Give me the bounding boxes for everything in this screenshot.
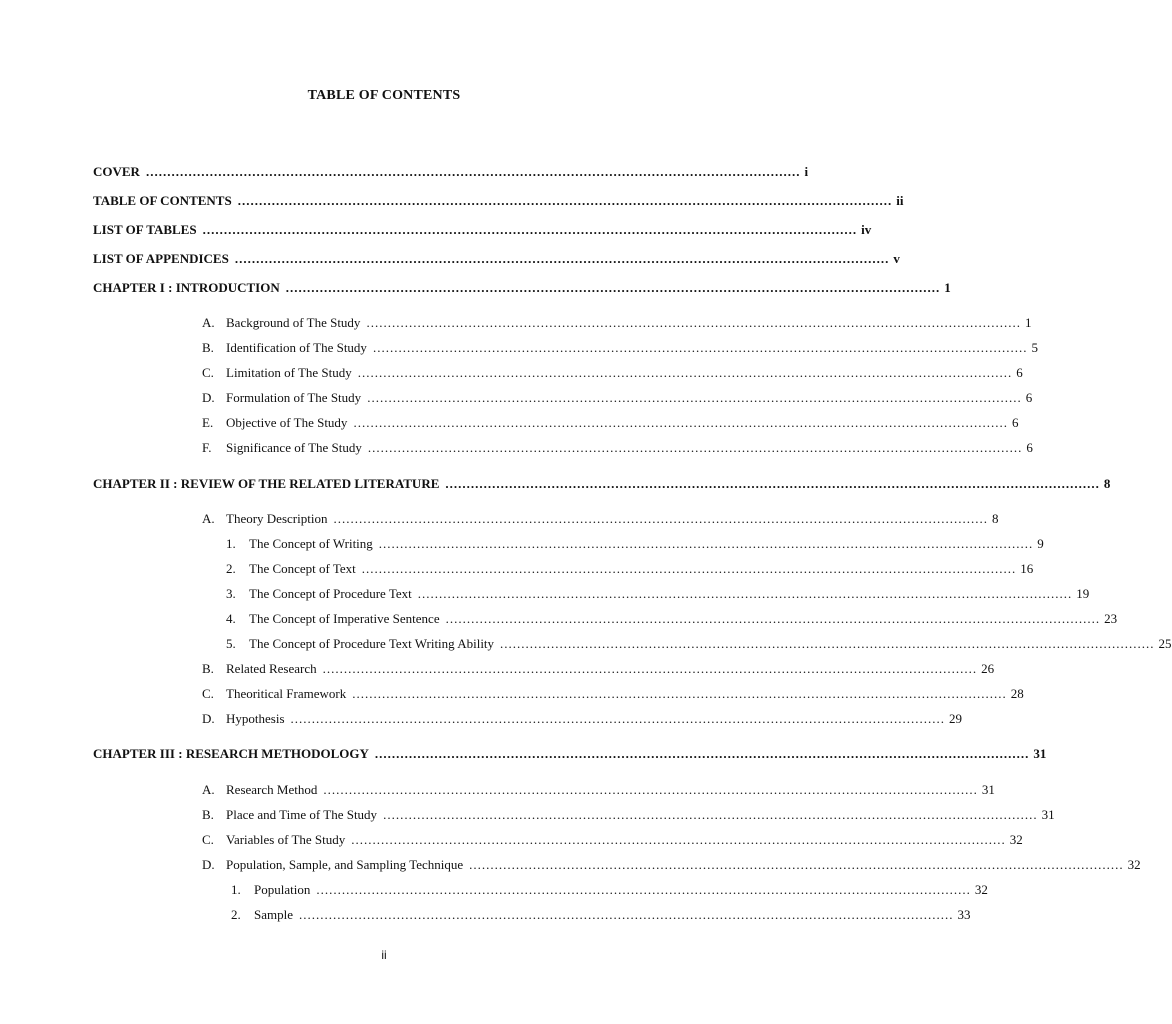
toc-label: The Concept of Procedure Text Writing Ability: [249, 636, 495, 651]
toc-label: Hypothesis: [226, 711, 285, 726]
dot-leader: ..........................................................................................................................................................: [333, 511, 988, 526]
dot-leader: ..........................................................................................................................................................: [351, 832, 1006, 847]
dot-leader: ..........................................................................................................................................................: [285, 280, 941, 295]
dot-leader: ..........................................................................................................................................................: [378, 536, 1034, 551]
section-marker: C.: [202, 686, 214, 701]
dot-leader: ..........................................................................................................................................................: [469, 857, 1124, 872]
toc-page: 16: [1020, 561, 1034, 576]
dot-leader: ..........................................................................................................................................................: [145, 164, 801, 179]
toc-entry-list-of-appendices[interactable]: [93, 251, 900, 267]
toc-section[interactable]: [202, 832, 1023, 848]
dot-leader: ..........................................................................................................................................................: [352, 686, 1007, 701]
toc-section[interactable]: [202, 661, 995, 677]
section-marker: 3.: [226, 586, 236, 601]
toc-subsection[interactable]: [226, 536, 1044, 552]
toc-subsection[interactable]: [231, 882, 988, 898]
toc-label: The Concept of Imperative Sentence: [249, 611, 440, 626]
toc-section[interactable]: [202, 807, 1055, 823]
toc-page: 9: [1037, 536, 1044, 551]
section-marker: C.: [202, 365, 214, 380]
toc-page: iv: [861, 222, 872, 237]
page-title: TABLE OF CONTENTS: [307, 88, 461, 103]
dot-leader: ..........................................................................................................................................................: [367, 440, 1023, 455]
toc-page: 1: [1024, 315, 1032, 330]
toc-label: The Concept of Writing: [249, 536, 373, 551]
toc-label: Population: [254, 882, 311, 897]
toc-page: 19: [1076, 586, 1090, 601]
toc-label: The Concept of Procedure Text: [249, 586, 412, 601]
toc-label: Formulation of The Study: [226, 390, 362, 405]
section-marker: D.: [202, 857, 215, 872]
toc-label: Related Research: [226, 661, 317, 676]
section-marker: C.: [202, 832, 214, 847]
toc-label: Theoritical Framework: [226, 686, 347, 701]
toc-page: 32: [974, 882, 988, 897]
toc-page: v: [893, 251, 900, 266]
toc-label: Significance of The Study: [226, 440, 362, 455]
toc-section[interactable]: [202, 857, 1141, 873]
dot-leader: ..........................................................................................................................................................: [367, 390, 1022, 405]
dot-leader: ..........................................................................................................................................................: [353, 415, 1008, 430]
toc-page: 23: [1104, 611, 1118, 626]
section-marker: 1.: [226, 536, 236, 551]
section-marker: B.: [202, 661, 214, 676]
dot-leader: ..........................................................................................................................................................: [237, 193, 893, 208]
section-marker: A.: [202, 315, 215, 330]
section-marker: D.: [202, 711, 215, 726]
toc-label: Research Method: [226, 782, 318, 797]
section-marker: D.: [202, 390, 215, 405]
toc-label: The Concept of Text: [249, 561, 356, 576]
toc-page: i: [804, 164, 809, 179]
toc-entry-list-of-tables[interactable]: [93, 222, 872, 238]
dot-leader: ..........................................................................................................................................................: [372, 340, 1028, 355]
toc-label: Sample: [254, 907, 293, 922]
toc-label: LIST OF TABLES: [93, 222, 197, 237]
section-marker: A.: [202, 782, 215, 797]
toc-entry-chapter-1[interactable]: [93, 280, 951, 296]
section-marker: 2.: [231, 907, 241, 922]
toc-label: TABLE OF CONTENTS: [93, 193, 232, 208]
toc-section[interactable]: [202, 390, 1033, 406]
dot-leader: ..........................................................................................................................................................: [357, 365, 1013, 380]
toc-section[interactable]: [202, 511, 999, 527]
section-marker: 4.: [226, 611, 236, 626]
toc-label: CHAPTER I : INTRODUCTION: [93, 280, 280, 295]
toc-page: 6: [1011, 415, 1019, 430]
section-marker: 1.: [231, 882, 241, 897]
toc-page: 31: [981, 782, 995, 797]
toc-label: Population, Sample, and Sampling Technique: [226, 857, 464, 872]
dot-leader: ..........................................................................................................................................................: [299, 907, 954, 922]
toc-subsection[interactable]: [226, 611, 1118, 627]
toc-page: 32: [1127, 857, 1141, 872]
dot-leader: ..........................................................................................................................................................: [202, 222, 858, 237]
toc-page: 1: [944, 280, 951, 295]
toc-entry-cover[interactable]: [93, 164, 809, 180]
toc-subsection[interactable]: [231, 907, 971, 923]
toc-section[interactable]: [202, 365, 1023, 381]
toc-page: 31: [1041, 807, 1055, 822]
dot-leader: ..........................................................................................................................................................: [290, 711, 945, 726]
toc-label: Identification of The Study: [226, 340, 367, 355]
toc-label: Objective of The Study: [226, 415, 348, 430]
dot-leader: ..........................................................................................................................................................: [417, 586, 1073, 601]
section-marker: B.: [202, 807, 214, 822]
section-marker: B.: [202, 340, 214, 355]
toc-section[interactable]: [202, 315, 1032, 331]
toc-label: Variables of The Study: [226, 832, 346, 847]
toc-label: CHAPTER III : RESEARCH METHODOLOGY: [93, 746, 369, 761]
toc-page: 26: [981, 661, 995, 676]
toc-label: CHAPTER II : REVIEW OF THE RELATED LITERATURE: [93, 476, 440, 491]
toc-label: Limitation of The Study: [226, 365, 352, 380]
section-marker: A.: [202, 511, 215, 526]
dot-leader: ..........................................................................................................................................................: [234, 251, 890, 266]
toc-page: 32: [1009, 832, 1023, 847]
dot-leader: ..........................................................................................................................................................: [322, 661, 978, 676]
toc-label: Background of The Study: [226, 315, 361, 330]
dot-leader: ..........................................................................................................................................................: [323, 782, 978, 797]
dot-leader: ..........................................................................................................................................................: [374, 746, 1030, 761]
toc-subsection[interactable]: [226, 586, 1090, 602]
toc-label: Place and Time of The Study: [226, 807, 378, 822]
section-marker: 2.: [226, 561, 236, 576]
dot-leader: ..........................................................................................................................................................: [316, 882, 971, 897]
toc-page: 6: [1025, 390, 1033, 405]
toc-page: 8: [1103, 476, 1111, 491]
dot-leader: ..........................................................................................................................................................: [366, 315, 1021, 330]
toc-entry-chapter-2[interactable]: [93, 476, 1111, 492]
toc-page: 33: [957, 907, 971, 922]
section-marker: F.: [202, 440, 212, 455]
toc-page: ii: [896, 193, 904, 208]
toc-section[interactable]: [202, 782, 995, 798]
section-marker: 5.: [226, 636, 236, 651]
toc-label: Theory Description: [226, 511, 328, 526]
dot-leader: ..........................................................................................................................................................: [361, 561, 1017, 576]
toc-label: LIST OF APPENDICES: [93, 251, 229, 266]
dot-leader: ..........................................................................................................................................................: [445, 611, 1101, 626]
dot-leader: ..........................................................................................................................................................: [383, 807, 1038, 822]
toc-page: 6: [1016, 365, 1023, 380]
toc-subsection[interactable]: [226, 636, 1172, 652]
toc-page: 8: [991, 511, 999, 526]
toc-page: 25: [1158, 636, 1172, 651]
toc-page: 31: [1033, 746, 1047, 761]
toc-entry-chapter-3[interactable]: [93, 746, 1047, 762]
toc-section[interactable]: [202, 686, 1024, 702]
toc-page: 6: [1026, 440, 1033, 455]
dot-leader: ..........................................................................................................................................................: [500, 636, 1155, 651]
toc-entry-table-of-contents[interactable]: [93, 193, 904, 209]
dot-leader: ..........................................................................................................................................................: [445, 476, 1100, 491]
toc-subsection[interactable]: [226, 561, 1034, 577]
toc-section[interactable]: [202, 711, 962, 727]
section-marker: E.: [202, 415, 214, 430]
page-number: ii: [381, 948, 387, 962]
toc-page: 5: [1031, 340, 1038, 355]
toc-page: 28: [1010, 686, 1024, 701]
toc-page: 29: [949, 711, 962, 726]
toc-section[interactable]: [202, 415, 1019, 431]
toc-section[interactable]: [202, 440, 1033, 456]
toc-section[interactable]: [202, 340, 1038, 356]
toc-label: COVER: [93, 164, 140, 179]
